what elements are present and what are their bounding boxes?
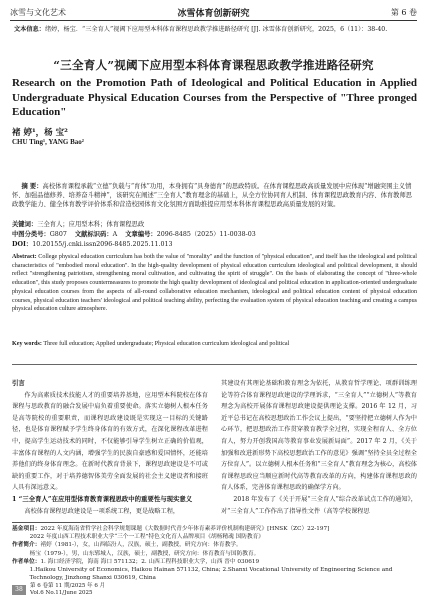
section-1-paragraph: 高校体育课程思政建设是一项系统工程，更是战略工程， [24, 507, 180, 515]
body-right-column [221, 378, 417, 517]
issue-en: Vol.6 No.11/June 2025 [30, 590, 93, 596]
keywords-cn-label: 关键词： [12, 221, 38, 228]
doi-line [12, 241, 417, 250]
citation-text: 绪婷，杨宝．“三全育人”视阈下应用型本科体育课程思政教学推进路径研究 [J]. 冰雪体育创新研究，2025，6（11）：38-40. [44, 26, 388, 33]
volume-label: 第 6 卷 [390, 8, 417, 17]
funding-footnote [12, 525, 417, 582]
funding-label: 基金项目： [12, 526, 41, 532]
article-no-value: 2096-8485（2025）11-0038-03 [156, 231, 256, 238]
section-1-heading: 1 “三全育人”在应用型体育教育课程思政中的重要性与现实意义 [12, 494, 193, 503]
affiliation-cn: 1. 海口经济学院，海南 海口 571132；2. 山西工程科技职业大学，山西 晋中 030619 [40, 558, 260, 565]
abstract-chinese [12, 183, 417, 210]
page-number: 38 [12, 585, 26, 595]
issue-cn: 第 6 卷第 11 期/2025 年 6 月 [30, 583, 106, 589]
right-paragraph-1: 其建设有其理论基础和教育理念为依托，从教育哲学理论、项群训练理论等符合体育课程思政建设的学理诉求，“三全育人”“立德树人”等教育理念为高校开展体育课程思政建设提供理论支撑。2016 年 12 月，习近平总书记在高校思想政治工作会议上提出，“要坚持把立德树人作为中心环节，把思想政治工作贯穿教育教学全过程，实现全程育人、全方位育人，努力开创我国高等教育事业发展新局面”。2017 年 2 月，《关于加强和改进新形势下高校思想政治工作的意见》强调“坚持全员全过程全方位育人”。以立德树人根本任务和“三全育人”教育理念为核心，高校体育课程思政应当顺应新时代高等教育改革的方向，构建体育课程思政的育人体系，完善体育课程思政的确保学方向。 [221, 380, 417, 492]
clc-value: G807 [49, 231, 67, 238]
title-english: Research on the Promotion Path of Ideological and Political Education in Applied Undergraduate Physical Education Courses from the Perspective of "Three pronged Education" [12, 77, 417, 118]
body-left-column [12, 378, 208, 517]
right-paragraph-2: 2018 年发布了《关于开展“三全育人”综合改革试点工作的通知》，对“三全育人”工作作出了指导性文件（高等学校课程思 [221, 495, 417, 515]
abstract-cn-label: 摘 要： [21, 183, 43, 190]
article-no-label: 文章编号： [125, 231, 157, 238]
journal-title: 冰雪体育创新研究 [177, 9, 250, 19]
author-bio-2: 杨宝（1979-），男，山东郓城人，汉族，硕士，副教授，研究方向：体育教育与国防教育。 [29, 550, 260, 557]
keywords-cn-text: 三全育人；应用型本科；体育课程思政 [37, 221, 145, 228]
keywords-en-label: Key words: [12, 341, 42, 347]
funding-line-2: 2022 年度山西工程技术职业大学“三个一工程”特色文化育人品牌项目《胡杨精魂 国防教育》 [29, 534, 264, 541]
keywords-chinese [12, 221, 417, 230]
citation [14, 25, 419, 34]
abstract-cn-text: 高校体育课程承载“立德”负载与“育体”功用，本身拥有“具身德育”的思政特质。在体育课程思政高质量发展中应体现“增融突围主义情怀、加强品德修养、培养奋斗精神”，该研究在阐述“三全育人”教育理念的基础上，从全方位协同育人机制、体育课程思政教育内容、体育教师思政教学能力、健全体育教学评价体系和营造校园体育文化氛围方面助推提应用型本科体育课程思政高质量发展的对策。 [12, 183, 413, 208]
abstract-en-text: College physical education curriculum has both the value of "morality" and the function of "physical education", and itself has the ideological and political characteristics of "embodied moral education". In the high-quality development of physical education curriculum ideological and political development, it should reflect "strengthening patriotism, strengthening moral cultivation, and cultivating the spirit of struggle". On the basis of elaborating the concept of "three-whole education", this study proposes countermeasures to promote the high quality development of ideological and political education in application-oriented undergraduate physical education courses from the aspects of all-round collaborative education mechanism, ideological and political education content of physical education courses, physical education teachers' ideological and political teaching ability, perfecting the evaluation system of physical education teaching and creating a campus physical education culture atmosphere. [12, 254, 417, 313]
header-left-text: 冰雪与文化艺术 [10, 8, 66, 17]
issue-info [30, 583, 105, 597]
intro-heading: 引言 [12, 379, 25, 387]
footnote-rule [12, 522, 122, 523]
doi-label: DOI： [12, 241, 33, 248]
affiliation-en: 1.Haikou University of Economics, Haikou Hainan 571132, China; 2.Shanxi Vocational University of Engineering Science and Technology, Jinzhong Shanxi 030619, China [29, 567, 393, 582]
abstract-en-label: Abstract: [12, 254, 37, 260]
intro-paragraph: 作为高素质技术技能人才的重要培养基地，应用型本科院校在体育课程与思政教育的融合发展中肩负着重要使命。落实立德树人根本任务是高等院校的重要职责，而课程思政建设既是实现这一目标的关键路径，也是体育课程赋予学生终身体育的有效方式，在深化课程改革进程中，提高学生运动技术的同时，不仅能够引导学生树立正确的价值观，丰富体育课程的人文内涵，增强学生的民族自豪感和爱国情怀，还能培养他们的终身体育理念。在新时代教育背景下，课程思政建设是不可或缺的重要工作，对于培养德智体美劳全面发展的社会主义建设者和接班人具有深远意义。 [12, 391, 208, 492]
doi-link[interactable]: 10.20155/j.cnki.issn2096-8485.2025.11.013 [32, 241, 173, 248]
citation-label: 文本信息： [14, 26, 45, 33]
authors-english: CHU Ting¹, YANG Bao² [12, 138, 84, 146]
keywords-en-text: Three full education; Applied undergraduate; Physical education curriculum ideological and political [43, 341, 290, 347]
authors-chinese: 褚 婷¹，杨 宝² [12, 128, 68, 138]
author-bio-label: 作者简介： [12, 542, 41, 549]
clc-label: 中图分类号： [12, 231, 50, 238]
header-rule [10, 20, 417, 21]
abstract-english [12, 253, 417, 314]
author-bio-1: 褚婷（1981-），女，山西临汾人，汉族，硕士，副教授，研究方向：体育教学。 [40, 542, 242, 549]
classification-line [12, 231, 417, 240]
keywords-english [12, 340, 417, 349]
section-divider [12, 364, 417, 365]
doc-code-value: A [112, 231, 118, 238]
title-chinese: “三全育人”视阈下应用型本科体育课程思政教学推进路径研究 [53, 58, 374, 72]
affiliation-label: 作者单位： [12, 558, 41, 565]
doc-code-label: 文献标识码： [74, 231, 113, 238]
funding-line-1: 2022 年度海南省哲学社会科学规划课题《大数据时代青少年体育素养评价机制构建研究》[HNSK（ZC）22-197] [40, 526, 330, 532]
